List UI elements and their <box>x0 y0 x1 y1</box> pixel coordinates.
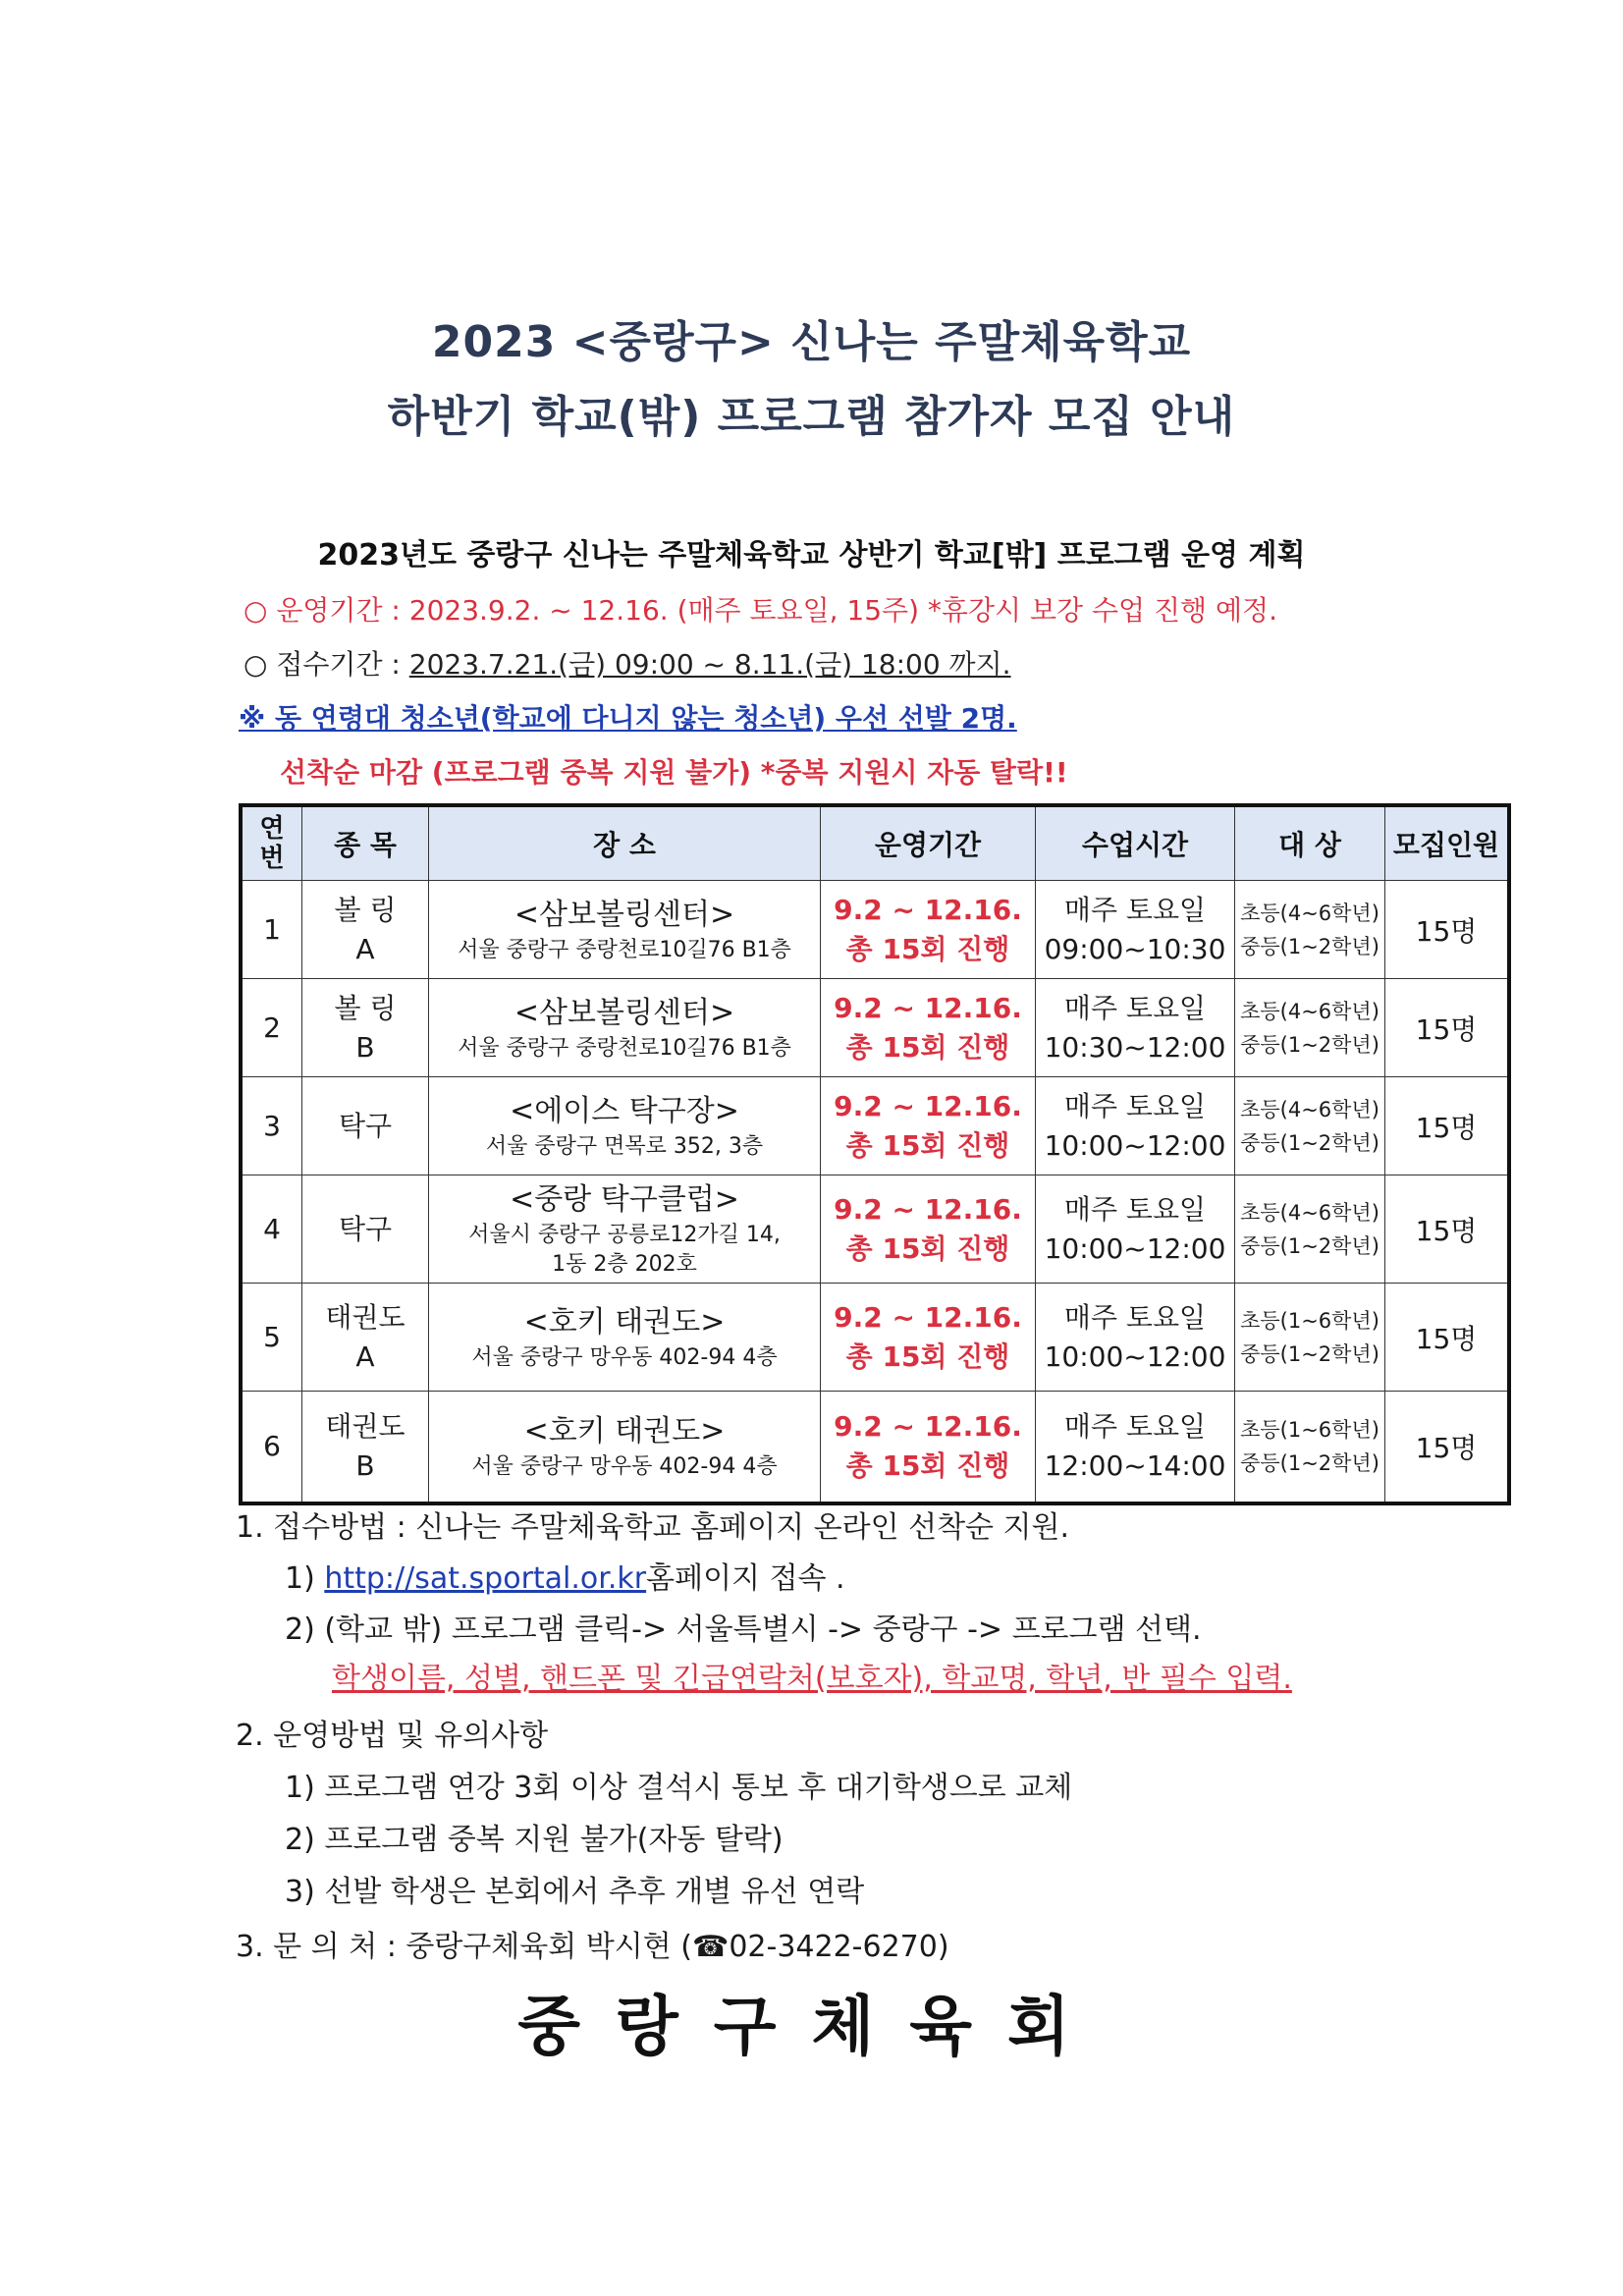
reception-dates: 2023.7.21.(금) 09:00 ~ 8.11.(금) 18:00 까지. <box>408 648 1011 681</box>
cell-sport: 태권도 B <box>302 1392 429 1503</box>
cell-time: 매주 토요일 10:30~12:00 <box>1036 979 1235 1077</box>
section-contact: 3. 문 의 처 : 중랑구체육회 박시현 (☎02-3422-6270) <box>236 1930 949 1964</box>
cell-no: 4 <box>241 1175 302 1284</box>
document-title-line1: 2023 <중랑구> 신나는 주말체육학교 <box>431 317 1192 367</box>
cell-place <box>429 1175 821 1284</box>
homepage-link[interactable]: http://sat.sportal.or.kr <box>324 1561 647 1596</box>
cell-count: 15명 <box>1385 1175 1510 1284</box>
place-address-2: 1동 2층 202호 <box>552 1251 697 1277</box>
cell-target: 초등(1~6학년) 중등(1~2학년) <box>1235 1392 1385 1503</box>
cell-target: 초등(4~6학년) 중등(1~2학년) <box>1235 1077 1385 1175</box>
note-3: 3) 선발 학생은 본회에서 추후 개별 유선 연락 <box>285 1875 865 1909</box>
cell-no: 3 <box>241 1077 302 1175</box>
place-name: <호키 태권도> <box>523 1304 726 1339</box>
cell-sport: 볼 링 A <box>302 881 429 979</box>
header-count: 모집인원 <box>1385 805 1510 881</box>
place-address: 서울 중랑구 중랑천로10길76 B1층 <box>458 937 791 962</box>
table-header-row <box>241 805 1509 881</box>
cell-no: 1 <box>241 881 302 979</box>
header-no: 연 번 <box>241 805 302 881</box>
cell-target: 초등(4~6학년) 중등(1~2학년) <box>1235 881 1385 979</box>
reception-label: ○ 접수기간 : <box>243 648 409 681</box>
cell-sport: 탁구 <box>302 1175 429 1284</box>
cell-no: 6 <box>241 1392 302 1503</box>
program-table <box>239 803 1511 1505</box>
cell-place <box>429 979 821 1077</box>
cell-period: 9.2 ~ 12.16. 총 15회 진행 <box>821 1284 1036 1392</box>
place-address: 서울시 중랑구 공릉로12가길 14, <box>468 1222 781 1247</box>
note-2: 2) 프로그램 중복 지원 불가(자동 탈락) <box>285 1823 784 1857</box>
cell-period: 9.2 ~ 12.16. 총 15회 진행 <box>821 1077 1036 1175</box>
application-step-1: 1) http://sat.sportal.or.kr홈페이지 접속 . <box>285 1561 845 1596</box>
required-fields-notice: 학생이름, 성별, 핸드폰 및 긴급연락처(보호자), 학교명, 학년, 반 필수 입력. <box>332 1662 1292 1696</box>
cell-place <box>429 1284 821 1392</box>
cell-target: 초등(4~6학년) 중등(1~2학년) <box>1235 1175 1385 1284</box>
table-row <box>241 1392 1509 1503</box>
cell-period: 9.2 ~ 12.16. 총 15회 진행 <box>821 881 1036 979</box>
cell-place <box>429 881 821 979</box>
cell-target: 초등(1~6학년) 중등(1~2학년) <box>1235 1284 1385 1392</box>
table-row <box>241 1077 1509 1175</box>
operation-period-line: ○ 운영기간 : 2023.9.2. ~ 12.16. (매주 토요일, 15주) *휴강시 보강 수업 진행 예정. <box>243 594 1277 627</box>
cell-time: 매주 토요일 10:00~12:00 <box>1036 1077 1235 1175</box>
cell-place <box>429 1077 821 1175</box>
place-address: 서울 중랑구 망우동 402-94 4층 <box>471 1344 778 1370</box>
cell-time: 매주 토요일 10:00~12:00 <box>1036 1284 1235 1392</box>
place-address: 서울 중랑구 면목로 352, 3층 <box>485 1133 764 1159</box>
cell-count: 15명 <box>1385 1077 1510 1175</box>
reception-period-line <box>243 643 1011 683</box>
cell-time: 매주 토요일 12:00~14:00 <box>1036 1392 1235 1503</box>
cell-target: 초등(4~6학년) 중등(1~2학년) <box>1235 979 1385 1077</box>
cell-no: 5 <box>241 1284 302 1392</box>
organization-name: 중랑구체육회 <box>517 1989 1106 2064</box>
section-application-method: 1. 접수방법 : 신나는 주말체육학교 홈페이지 온라인 선착순 지원. <box>236 1510 1070 1545</box>
cell-sport: 탁구 <box>302 1077 429 1175</box>
cell-count: 15명 <box>1385 979 1510 1077</box>
table-row <box>241 1175 1509 1284</box>
place-name: <에이스 탁구장> <box>510 1093 739 1128</box>
place-name: <중랑 탁구클럽> <box>510 1181 739 1217</box>
cell-period: 9.2 ~ 12.16. 총 15회 진행 <box>821 1175 1036 1284</box>
cell-period: 9.2 ~ 12.16. 총 15회 진행 <box>821 1392 1036 1503</box>
header-place: 장 소 <box>429 805 821 881</box>
cell-sport: 태권도 A <box>302 1284 429 1392</box>
note-1: 1) 프로그램 연강 3회 이상 결석시 통보 후 대기학생으로 교체 <box>285 1771 1073 1805</box>
plan-subtitle: 2023년도 중랑구 신나는 주말체육학교 상반기 학교[밖] 프로그램 운영 계획 <box>317 538 1306 573</box>
place-name: <삼보볼링센터> <box>514 897 735 932</box>
cell-count: 15명 <box>1385 881 1510 979</box>
section-operation-notes: 2. 운영방법 및 유의사항 <box>236 1719 549 1753</box>
header-target: 대 상 <box>1235 805 1385 881</box>
document-title-line2: 하반기 학교(밖) 프로그램 참가자 모집 안내 <box>387 392 1236 442</box>
cell-place <box>429 1392 821 1503</box>
header-sport: 종 목 <box>302 805 429 881</box>
cell-period: 9.2 ~ 12.16. 총 15회 진행 <box>821 979 1036 1077</box>
header-period: 운영기간 <box>821 805 1036 881</box>
table-row <box>241 979 1509 1077</box>
place-name: <삼보볼링센터> <box>514 995 735 1030</box>
cell-no: 2 <box>241 979 302 1077</box>
cell-time: 매주 토요일 10:00~12:00 <box>1036 1175 1235 1284</box>
cell-count: 15명 <box>1385 1392 1510 1503</box>
cell-time: 매주 토요일 09:00~10:30 <box>1036 881 1235 979</box>
priority-notice: ※ 동 연령대 청소년(학교에 다니지 않는 청소년) 우선 선발 2명. <box>239 702 1017 735</box>
cell-sport: 볼 링 B <box>302 979 429 1077</box>
table-row <box>241 881 1509 979</box>
place-address: 서울 중랑구 중랑천로10길76 B1층 <box>458 1035 791 1061</box>
place-address: 서울 중랑구 망우동 402-94 4층 <box>471 1453 778 1479</box>
header-time: 수업시간 <box>1036 805 1235 881</box>
application-step-2: 2) (학교 밖) 프로그램 클릭-> 서울특별시 -> 중랑구 -> 프로그램 선택. <box>285 1613 1202 1647</box>
place-name: <호키 태권도> <box>523 1413 726 1449</box>
cell-count: 15명 <box>1385 1284 1510 1392</box>
table-row <box>241 1284 1509 1392</box>
first-come-notice: 선착순 마감 (프로그램 중복 지원 불가) *중복 지원시 자동 탈락!! <box>280 756 1068 789</box>
